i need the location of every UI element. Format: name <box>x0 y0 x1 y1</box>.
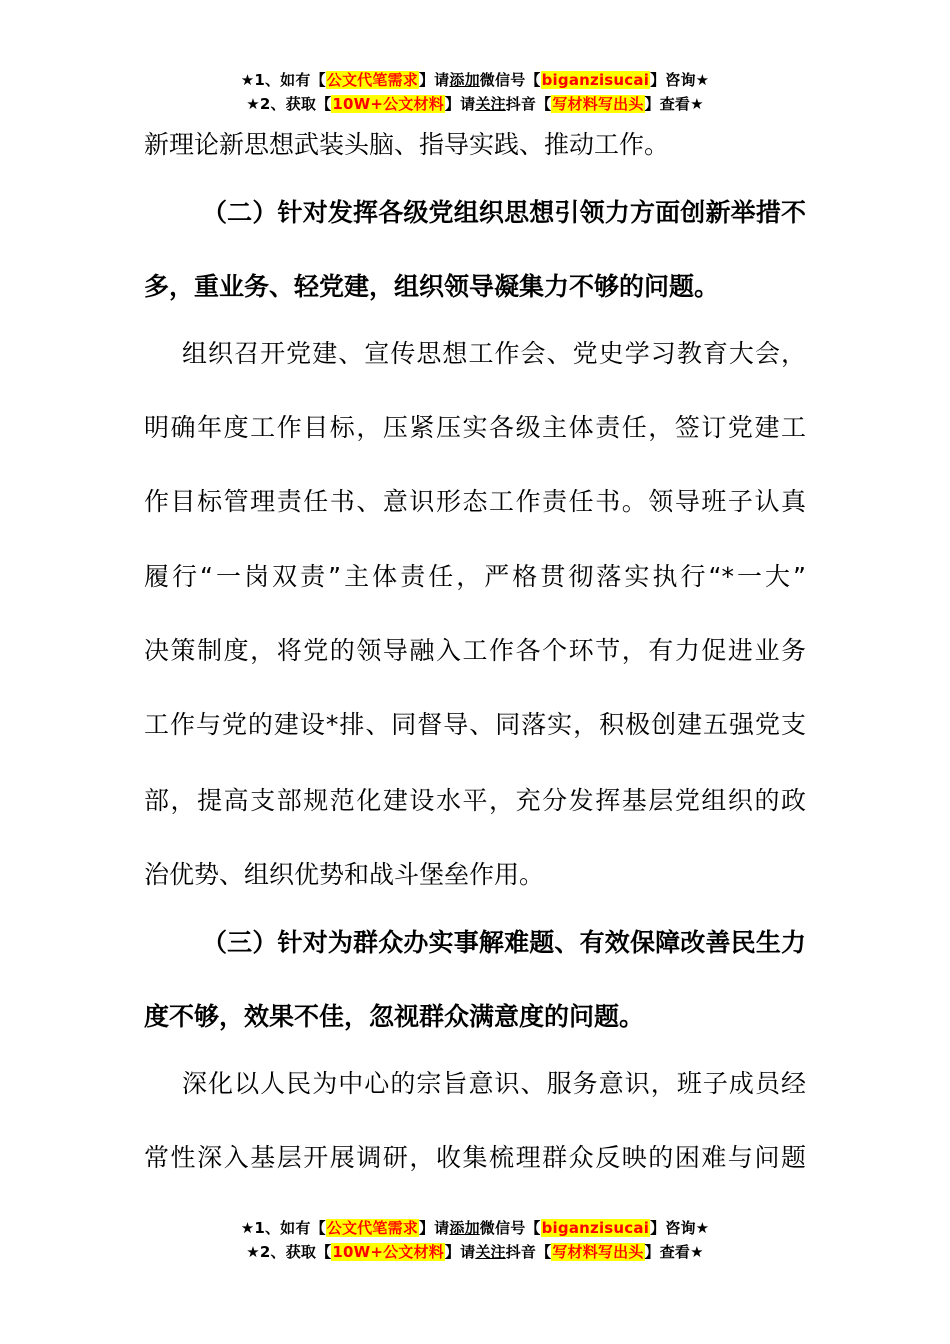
banner-text: ★1、如有【 <box>240 71 326 89</box>
banner-highlight: biganzisucai <box>541 71 650 89</box>
banner-highlight: 10W+公文材料 <box>332 95 444 113</box>
banner-text: 微信号【 <box>479 71 541 89</box>
paragraph-line: 组织召开党建、宣传思想工作会、党史学习教育大会， <box>182 339 806 368</box>
banner-text: ★2、获取【 <box>246 1243 332 1261</box>
banner-text: 】请 <box>444 1243 476 1261</box>
section-heading-line: 多，重业务、轻党建，组织领导凝集力不够的问题。 <box>144 272 720 301</box>
paragraph-line: 治优势、组织优势和战斗堡垒作用。 <box>144 860 545 889</box>
paragraph-line: 决策制度，将党的领导融入工作各个环节，有力促进业务 <box>144 636 806 665</box>
paragraph-line: 履行“一岗双责”主体责任，严格贯彻落实执行“*一大” <box>144 562 806 591</box>
banner-text: 】查看★ <box>644 1243 704 1261</box>
section-heading-line: （三）针对为群众办实事解难题、有效保障改善民生力 <box>202 928 806 957</box>
banner-text: 】请 <box>418 1219 450 1237</box>
paragraph-line: 工作与党的建设*排、同督导、同落实，积极创建五强党支 <box>144 710 806 739</box>
banner-underlined: 添加 <box>449 71 480 89</box>
banner-text: 抖音【 <box>505 1243 552 1261</box>
banner-line-1 <box>0 68 950 92</box>
banner-text: 抖音【 <box>505 95 552 113</box>
paragraph-line: 常性深入基层开展调研，收集梳理群众反映的困难与问题 <box>144 1143 806 1172</box>
banner-text: 】请 <box>418 71 450 89</box>
banner-line-2 <box>0 92 950 116</box>
banner-highlight: biganzisucai <box>541 1219 650 1237</box>
banner-underlined: 添加 <box>449 1219 480 1237</box>
paragraph-line: 作目标管理责任书、意识形态工作责任书。领导班子认真 <box>144 487 806 516</box>
banner-text: 】咨询★ <box>650 1219 710 1237</box>
footer-banner <box>0 1216 950 1264</box>
header-banner <box>0 68 950 116</box>
banner-highlight: 10W+公文材料 <box>332 1243 444 1261</box>
section-heading-line: （二）针对发挥各级党组织思想引领力方面创新举措不 <box>202 198 806 227</box>
banner-highlight: 公文代笔需求 <box>326 71 418 89</box>
banner-highlight: 写材料写出头 <box>552 95 644 113</box>
banner-text: 微信号【 <box>479 1219 541 1237</box>
paragraph-line: 部，提高支部规范化建设水平，充分发挥基层党组织的政 <box>144 786 806 815</box>
banner-underlined: 关注 <box>475 1243 506 1261</box>
paragraph-line: 明确年度工作目标，压紧压实各级主体责任，签订党建工 <box>144 413 806 442</box>
banner-text: 】查看★ <box>644 95 704 113</box>
banner-text: 】咨询★ <box>650 71 710 89</box>
banner-text: 】请 <box>444 95 476 113</box>
banner-text: ★2、获取【 <box>246 95 332 113</box>
banner-highlight: 写材料写出头 <box>552 1243 644 1261</box>
banner-line-1 <box>0 1216 950 1240</box>
paragraph-line: 深化以人民为中心的宗旨意识、服务意识，班子成员经 <box>182 1069 806 1098</box>
banner-line-2 <box>0 1240 950 1264</box>
banner-text: ★1、如有【 <box>240 1219 326 1237</box>
banner-highlight: 公文代笔需求 <box>326 1219 418 1237</box>
section-heading-line: 度不够，效果不佳，忽视群众满意度的问题。 <box>144 1002 645 1031</box>
banner-underlined: 关注 <box>475 95 506 113</box>
paragraph-line: 新理论新思想武装头脑、指导实践、推动工作。 <box>144 130 670 159</box>
